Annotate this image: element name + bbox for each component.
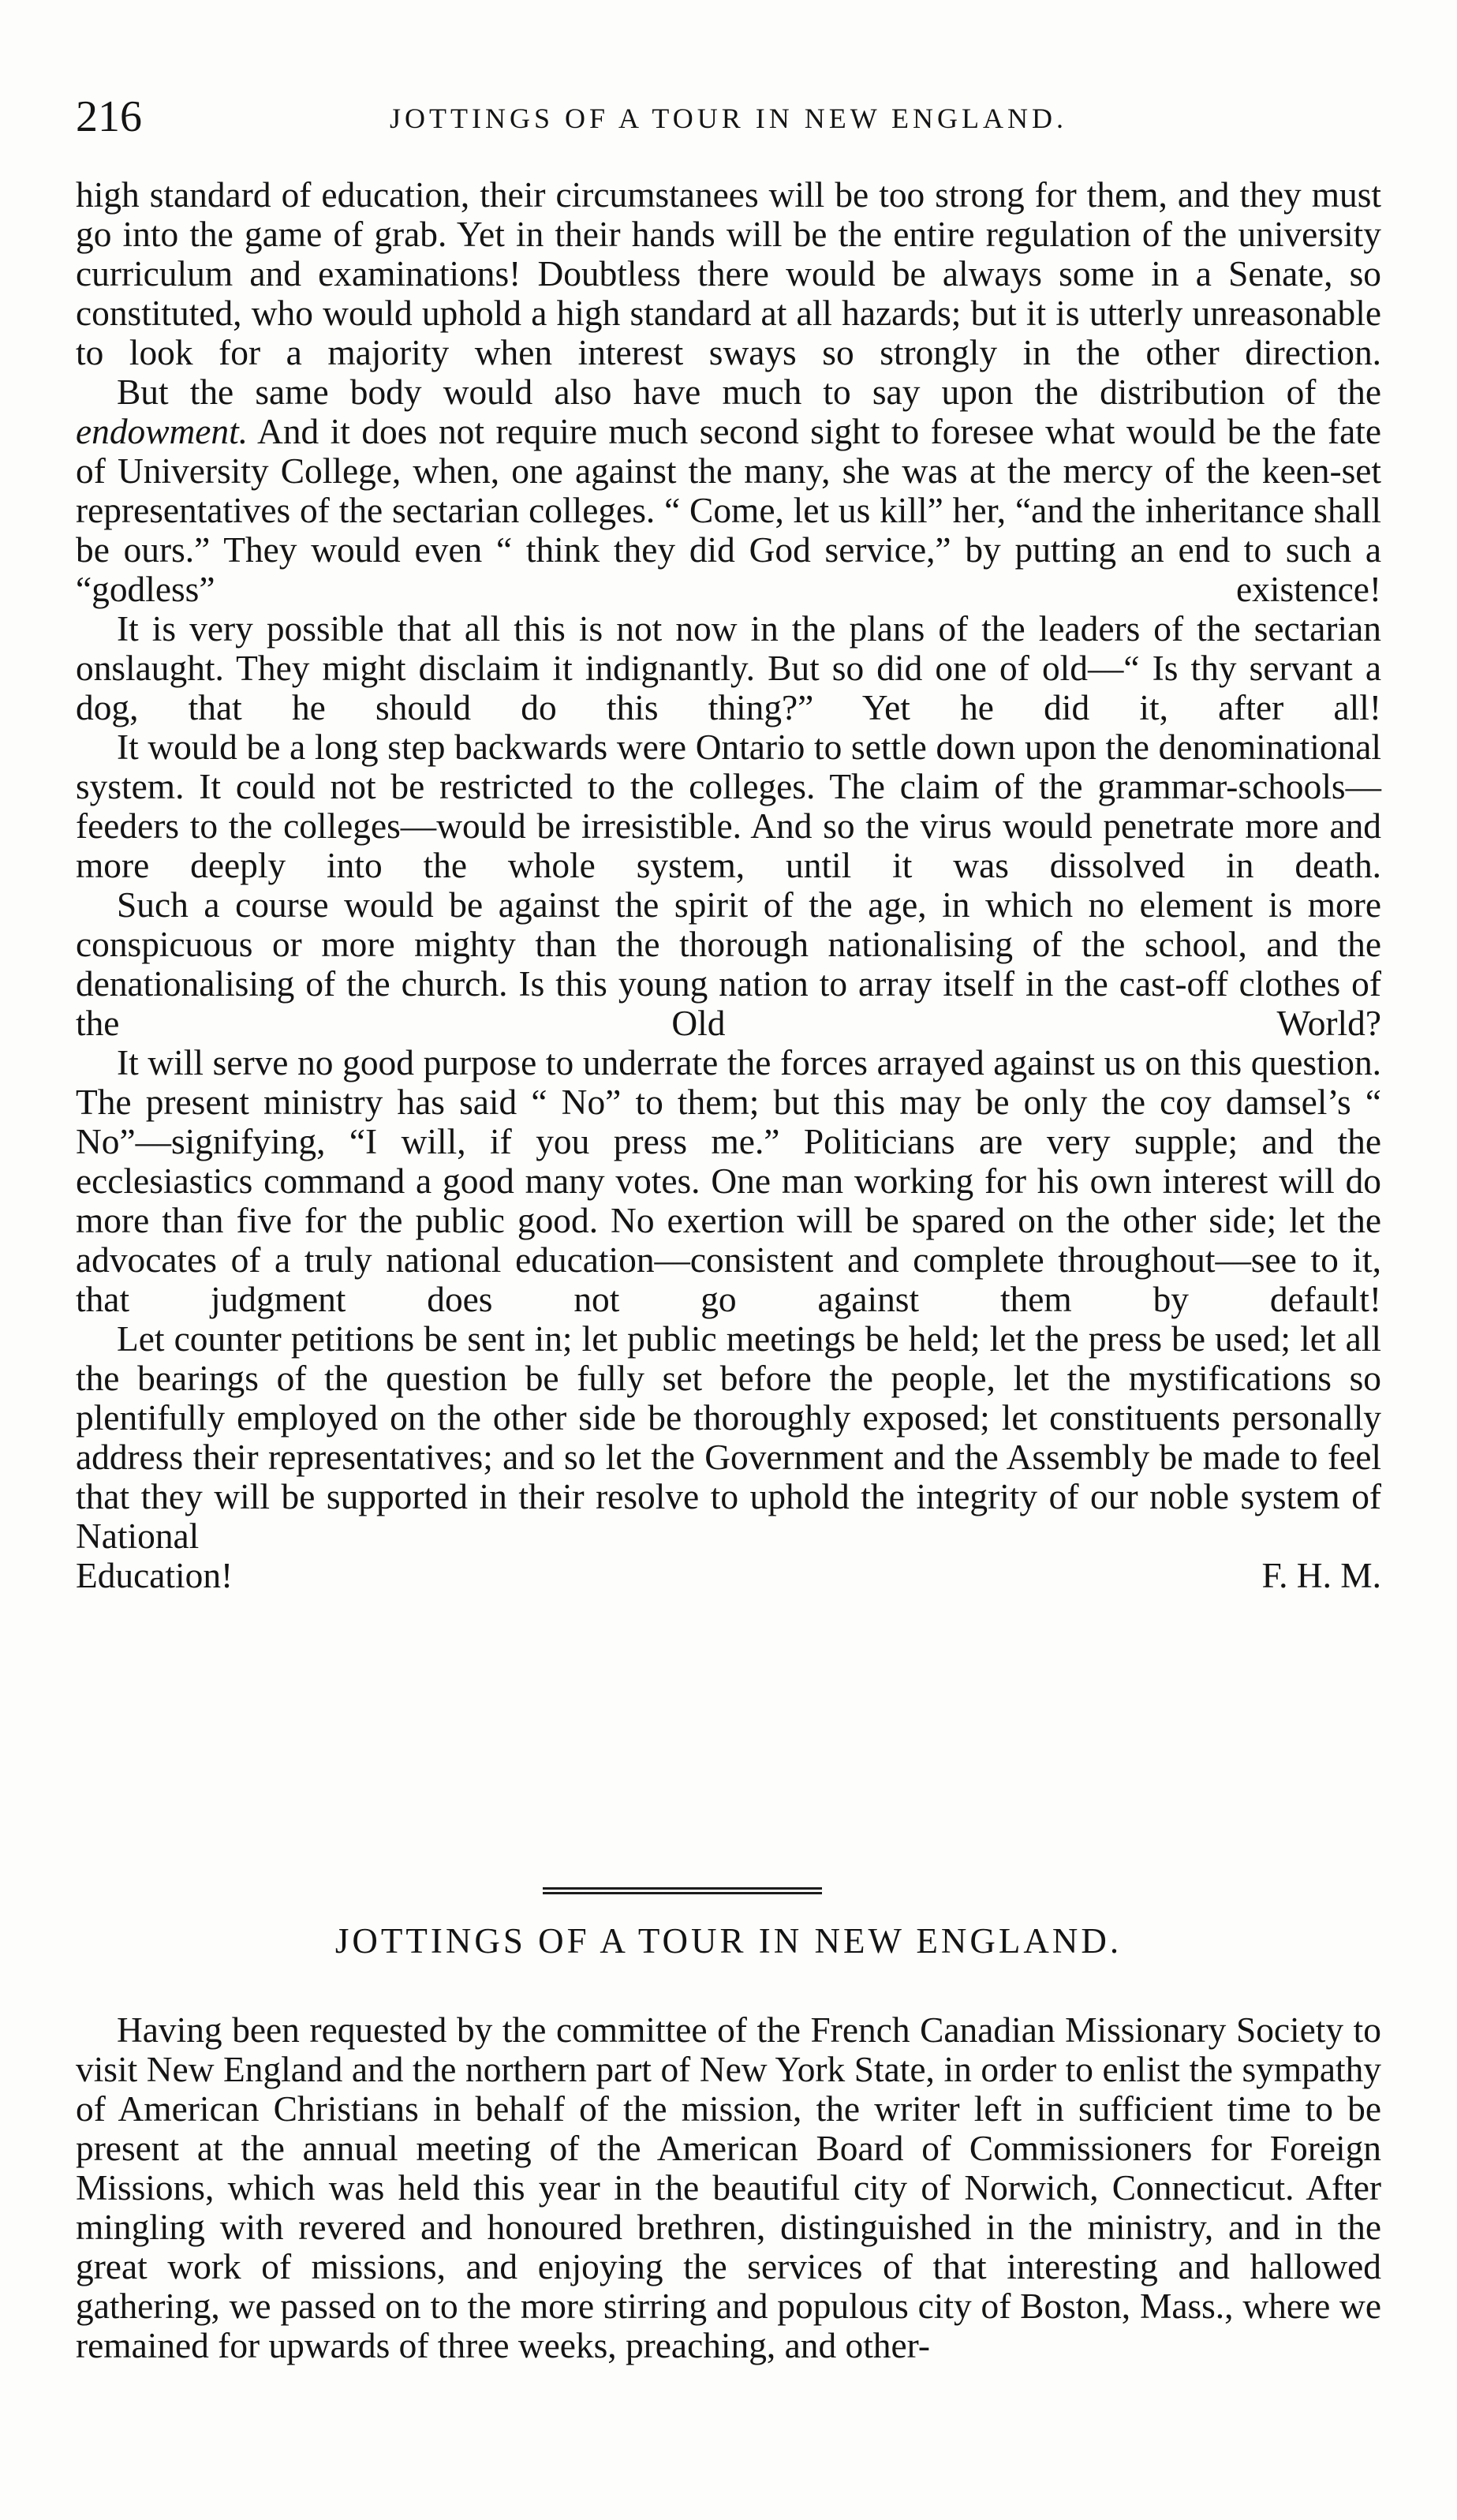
closing-word: Education! [76,1556,233,1595]
author-signature: F. H. M. [1261,1556,1381,1595]
section-divider [543,1887,822,1897]
paragraph-5: Such a course would be against the spirit of the age, in which no element is more conspicuous or more mighty than the thorough nationalising of the school, and the denationalising of the church. Is this young nation to array itself in the cast-off clothes of the Old World? [76,885,1381,1043]
running-head: JOTTINGS OF A TOUR IN NEW ENGLAND. [389,103,1067,134]
paragraph-2-text-b: And it does not require much second sight to foresee what would be the fate of University College, when, one against the many, she was at the mercy of the keen-set representatives of the sectarian colleges. “ Come, let us kill” her, “and the inheritance shall be ours.” They would even “ think they did God service,” by putting an end to such a “godless” existence! [76,412,1381,609]
closing-line [76,1556,1381,1595]
article-title: JOTTINGS OF A TOUR IN NEW ENGLAND. [334,1921,1123,1961]
page-number: 216 [76,92,142,141]
article-body [76,175,1381,1595]
article-2-body [76,2010,1381,2365]
article-2-paragraph-1: Having been requested by the committee of the French Canadian Missionary Society to visit New England and the northern part of New York State, in order to enlist the sympathy of American Christians in behalf of the mission, the writer left in sufficient time to be present at the annual meeting of the American Board of Commissioners for Foreign Missions, which was held this year in the beautiful city of Norwich, Connecticut. After mingling with revered and honoured brethren, distinguished in the ministry, and in the great work of missions, and enjoying the services of that interesting and hallowed gathering, we passed on to the more stirring and populous city of Boston, Mass., where we remained for upwards of three weeks, preaching, and other- [76,2010,1381,2365]
paragraph-2-text-a: But the same body would also have much to say upon the distribution of the [117,372,1381,412]
paragraph-4: It would be a long step backwards were Ontario to settle down upon the denominational system. It could not be restricted to the colleges. The claim of the grammar-schools—feeders to the colleges—would be irresistible. And so the virus would penetrate more and more deeply into the whole system, until it was dissolved in death. [76,727,1381,885]
italic-endowment: endowment. [76,412,248,451]
divider-rule-top [543,1887,822,1890]
paragraph-6: It will serve no good purpose to underrate the forces arrayed against us on this question. The present ministry has said “ No” to them; but this may be only the coy damsel’s “ No”—signifying, “I will, if you press me.” Politicians are very supple; and the ecclesiastics command a good many votes. One man working for his own interest will do more than five for the public good. No exertion will be spared on the other side; let the advocates of a truly national education—consistent and complete throughout—see to it, that judgment does not go against them by default! [76,1043,1381,1319]
paragraph-1: high standard of education, their circumstanees will be too strong for them, and they must go into the game of grab. Yet in their hands will be the entire regulation of the university curriculum and examinations! Doubtless there would be always some in a Senate, so constituted, who would uphold a high standard at all hazards; but it is utterly unreasonable to look for a majority when interest sways so strongly in the other direction. [76,175,1381,372]
paragraph-3: It is very possible that all this is not now in the plans of the leaders of the sectarian onslaught. They might disclaim it indignantly. But so did one of old—“ Is thy servant a dog, that he should do this thing?” Yet he did it, after all! [76,609,1381,727]
paragraph-7: Let counter petitions be sent in; let public meetings be held; let the press be used; let all the bearings of the question be fully set before the people, let the mystifications so plentifully employed on the other side be thoroughly exposed; let constituents personally address their representatives; and so let the Government and the Assembly be made to feel that they will be supported in their resolve to uphold the integrity of our noble system of National [76,1319,1381,1556]
page-header [76,93,1381,140]
divider-rule-bottom [543,1892,822,1894]
paragraph-2 [76,372,1381,609]
